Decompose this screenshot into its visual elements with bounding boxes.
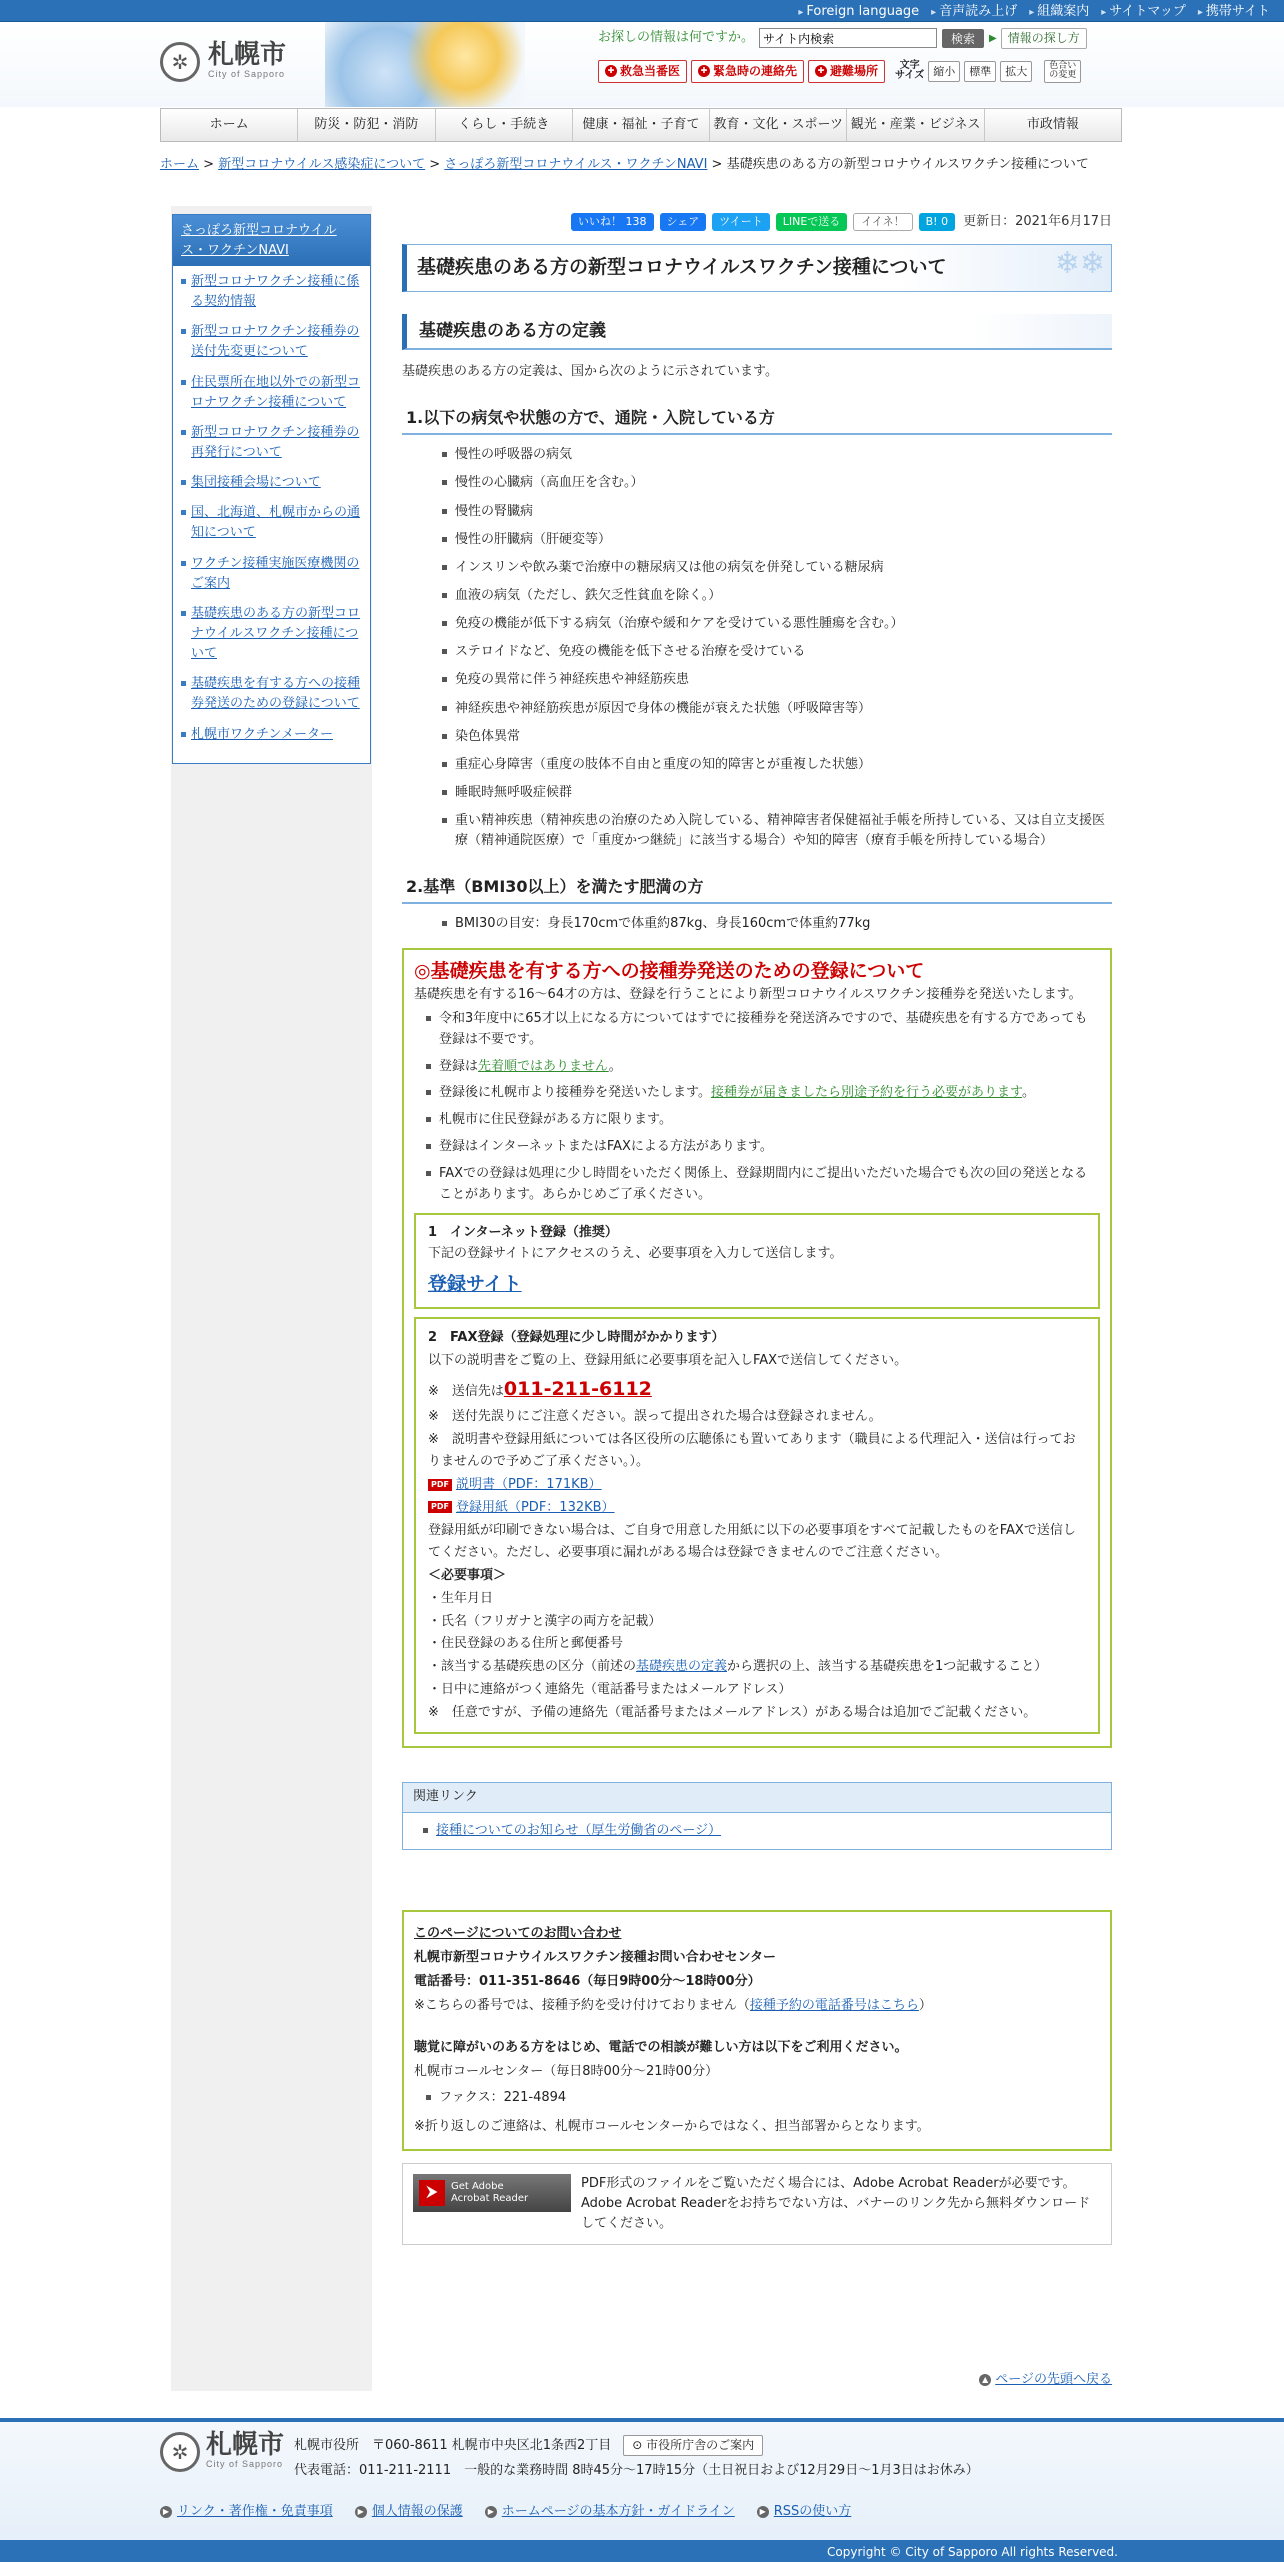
list-item: 令和3年度中に65才以上になる方についてはすでに接種券を発送済みですので、基礎疾患を有する方であっても登録は不要です。 — [426, 1009, 1100, 1051]
font-small-button[interactable]: 縮小 — [928, 61, 960, 82]
list-item: 重い精神疾患（精神疾患の治療のため入院している、精神障害者保健福祉手帳を所持している、又は自立支援医療（精神通院医療）で「重度かつ継続」に該当する場合）や知的障害（療育手帳を所持している場合） — [442, 811, 1112, 851]
list-item — [423, 1821, 1091, 1841]
reservation-phone-link[interactable]: 接種予約の電話番号はこちら — [749, 1997, 919, 2013]
definition-intro: 基礎疾患のある方の定義は、国から次のように示されています。 — [402, 364, 778, 380]
list-item: ファクス：221-4894 — [426, 2088, 1100, 2109]
emergency-doctor-button[interactable] — [598, 60, 687, 83]
inquiry-title: このページについてのお問い合わせ — [414, 1925, 622, 1941]
emergency-contact-button[interactable] — [691, 60, 804, 83]
sidebar-item — [181, 725, 364, 745]
inquiry-center: 札幌市新型コロナウイルスワクチン接種お問い合わせセンター — [414, 1949, 777, 1965]
sidebar-link[interactable]: 集団接種会場について — [191, 475, 321, 491]
logo-name: 札幌市 — [208, 40, 287, 71]
adobe-box — [402, 2163, 1112, 2245]
tweet-button[interactable]: ツイート — [712, 213, 769, 231]
list-item — [426, 1083, 1100, 1104]
adobe-pdf-icon: ⮞ — [419, 2180, 445, 2206]
header-image — [325, 22, 525, 107]
font-large-button[interactable]: 拡大 — [1000, 61, 1032, 82]
list-item: 札幌市に住民登録がある方に限ります。 — [426, 1110, 1100, 1131]
note-text: 。 — [1021, 1085, 1035, 1101]
sidebar-title — [173, 215, 370, 266]
sidebar-link[interactable]: 新型コロナワクチン接種に係る契約情報 — [191, 274, 360, 310]
footer-tel: 代表電話：011-211-2111 一般的な業務時間 8時45分～17時15分（土日祝日および12月29日～1月3日はお休み） — [294, 2462, 979, 2478]
highlight-text: 先着順ではありません — [478, 1058, 609, 1074]
spacer — [414, 2018, 1100, 2036]
internet-registration-title: 1 インターネット登録（推奨） — [428, 1225, 618, 1241]
breadcrumb-current: 基礎疾患のある方の新型コロナウイルスワクチン接種について — [726, 157, 1089, 172]
internet-registration-box — [414, 1213, 1100, 1309]
related-links-title: 関連リンク — [403, 1783, 1111, 1812]
list-item: 免疫の機能が低下する病気（治療や緩和ケアを受けている悪性腫瘍を含む。） — [442, 614, 1112, 634]
sidebar-link[interactable]: 住民票所在地以外での新型コロナワクチン接種について — [191, 374, 361, 410]
mhlw-link[interactable]: 接種についてのお知らせ（厚生労働省のページ） — [436, 1822, 722, 1838]
adobe-reader-banner[interactable] — [413, 2174, 571, 2212]
fax-destination-label: ※ 送信先は — [428, 1383, 504, 1399]
adobe-badge-line2: Acrobat Reader — [451, 2192, 529, 2204]
footer-link[interactable]: ホームページの基本方針・ガイドライン — [501, 2504, 735, 2519]
list-item: BMI30の目安：身長170cmで体重約87kg、身長160cmで体重約77kg — [442, 914, 1112, 934]
definition-heading: 基礎疾患のある方の定義 — [402, 314, 1112, 350]
footer-links — [160, 2502, 851, 2522]
list-item: インスリンや飲み薬で治療中の糖尿病又は他の病気を併発している糖尿病 — [442, 558, 1112, 578]
breadcrumb-covid[interactable]: 新型コロナウイルス感染症について — [218, 157, 426, 172]
sidebar-item — [181, 554, 364, 594]
section2-heading: 2.基準（BMI30以上）を満たす肥満の方 — [402, 873, 1112, 904]
triangle-icon: ▶ — [989, 32, 997, 44]
list-item: 慢性の呼吸器の病気 — [442, 445, 1112, 465]
page-top-link[interactable] — [979, 2370, 1112, 2390]
nav-safety[interactable]: 防災・防犯・消防 — [298, 109, 435, 141]
arrow-up-icon: ▲ — [979, 2374, 991, 2386]
sidebar-link[interactable]: ワクチン接種実施医療機関のご案内 — [191, 555, 360, 591]
list-item: 染色体異常 — [442, 727, 1112, 747]
logo-sub: City of Sapporo — [208, 69, 286, 80]
mixi-check-button[interactable]: イイネ！ — [853, 213, 912, 231]
foreign-language-link[interactable]: ▸ Foreign language — [798, 2, 919, 22]
sidebar-link[interactable]: 基礎疾患のある方の新型コロナウイルスワクチン接種について — [191, 605, 361, 662]
footer-link-item — [757, 2502, 852, 2522]
list-item: 慢性の肝臓病（肝硬変等） — [442, 530, 1112, 550]
sidebar-item — [181, 473, 364, 493]
top-links — [798, 2, 1270, 22]
find-info-label: 情報の探し方 — [1001, 28, 1087, 49]
sidebar-list — [173, 266, 370, 763]
required-item: ・氏名（フリガナと漢字の両方を記載） — [428, 1613, 662, 1629]
search-input[interactable] — [759, 28, 937, 48]
inquiry-note — [414, 1994, 1100, 2018]
main-content — [402, 212, 1112, 2245]
facebook-like-button[interactable]: いいね！ 138 — [571, 213, 654, 231]
sidebar-item — [181, 604, 364, 664]
highlight-text: 接種券が届きましたら別途予約を行う必要があります — [710, 1085, 1022, 1101]
updated-date: 更新日：2021年6月17日 — [963, 213, 1112, 229]
emergency-contact-label: 緊急時の連絡先 — [713, 64, 798, 79]
facebook-share-button[interactable]: シェア — [660, 213, 707, 231]
font-normal-button[interactable]: 標準 — [964, 61, 996, 82]
sidebar-item — [181, 423, 364, 463]
evacuation-button[interactable] — [808, 60, 885, 83]
office-map-button[interactable]: ⊙ 市役所庁舎のご案内 — [623, 2435, 763, 2456]
emergency-icon: ✚ — [815, 65, 827, 77]
section1-heading: 1.以下の病気や状態の方で、通院・入院している方 — [402, 404, 1112, 435]
breadcrumb-vaccine-navi[interactable]: さっぽろ新型コロナウイルス・ワクチンNAVI — [444, 157, 708, 172]
required-item-text: から選択の上、該当する基礎疾患を1つ記載すること） — [727, 1659, 1048, 1675]
required-item-text: ・該当する基礎疾患の区分（前述の — [428, 1659, 637, 1675]
find-info-link[interactable] — [989, 28, 1087, 49]
search-question: お探しの情報は何ですか。 — [598, 30, 755, 46]
page-title — [402, 244, 1112, 292]
sidebar-link[interactable]: 新型コロナワクチン接種券の再発行について — [191, 424, 360, 460]
sidebar-box — [172, 214, 371, 764]
fax-note-1: ※ 送付先誤りにご注意ください。誤って提出された場合は登録されません。 — [428, 1408, 882, 1424]
nav-tourism[interactable]: 観光・産業・ビジネス — [847, 109, 984, 141]
sidebar-item — [181, 503, 364, 543]
related-links — [402, 1782, 1112, 1849]
evacuation-label: 避難場所 — [830, 64, 879, 79]
note-text: 登録は — [439, 1058, 479, 1074]
required-items-title: ＜必要事項＞ — [428, 1568, 507, 1584]
fax-registration-title: 2 FAX登録（登録処理に少し時間がかかります） — [428, 1330, 725, 1346]
condition-list — [402, 445, 1112, 851]
internet-registration-text: 下記の登録サイトにアクセスのうえ、必要事項を入力して送信します。 — [428, 1245, 843, 1261]
pdf-row — [428, 1474, 1086, 1497]
footer-logo-sub: City of Sapporo — [206, 2459, 284, 2470]
registration-notes — [414, 1009, 1100, 1205]
office-map-label: 市役所庁舎のご案内 — [646, 2438, 755, 2452]
breadcrumb: ホーム > 新型コロナウイルス感染症について > さっぽろ新型コロナウイルス・ワクチンNAVI > 基礎疾患のある方の新型コロナウイルスワクチン接種について — [160, 157, 1089, 172]
required-item: ・住民登録のある住所と郵便番号 — [428, 1636, 624, 1652]
organization-link[interactable]: ▸ 組織案内 — [1029, 2, 1089, 22]
city-seal-icon: ✲ — [160, 42, 200, 82]
pdf-icon: PDF — [428, 1501, 452, 1513]
fax-registration-text: 以下の説明書をご覧の上、登録用紙に必要事項を記入しFAXで送信してください。 — [428, 1352, 908, 1368]
sidebar — [171, 206, 372, 2391]
arrow-right-icon: ▶ — [485, 2506, 497, 2518]
sidebar-link[interactable]: 新型コロナワクチン接種券の送付先変更について — [191, 324, 360, 360]
list-item — [426, 1057, 1100, 1078]
line-button[interactable]: LINEで送る — [776, 213, 848, 231]
sidebar-item — [181, 322, 364, 362]
list-item: 登録はインターネットまたはFAXによる方法があります。 — [426, 1137, 1100, 1158]
manual-pdf-link[interactable]: 説明書（PDF：171KB） — [455, 1477, 602, 1493]
city-seal-icon: ✲ — [160, 2432, 200, 2472]
emergency-row — [598, 60, 1081, 83]
registration-box — [402, 948, 1112, 1748]
required-item — [428, 1656, 1086, 1679]
sidebar-item — [181, 272, 364, 312]
fax-list — [414, 2088, 1100, 2109]
pdf-icon: PDF — [428, 1479, 452, 1491]
form-pdf-link[interactable]: 登録用紙（PDF：132KB） — [455, 1499, 615, 1515]
list-item: ステロイドなど、免疫の機能を低下させる治療を受けている — [442, 642, 1112, 662]
bmi-list — [402, 914, 1112, 934]
adobe-badge-line1: Get Adobe — [451, 2180, 504, 2192]
site-logo[interactable] — [160, 42, 286, 82]
footer-link-item — [160, 2502, 333, 2522]
footer-address: 札幌市役所 〒060-8611 札幌市中央区北1条西2丁目 — [294, 2438, 612, 2453]
search-row — [598, 28, 1087, 49]
inquiry-phone: 電話番号：011-351-8646（毎日9時00分～18時00分） — [414, 1973, 761, 1989]
list-item: 血液の病気（ただし、鉄欠乏性貧血を除く。） — [442, 586, 1112, 606]
voice-reading-link[interactable]: ▸ 音声読み上げ — [931, 2, 1017, 22]
sidebar-link[interactable]: 基礎疾患を有する方への接種券発送のための登録について — [191, 676, 361, 712]
sitemap-link[interactable]: ▸ サイトマップ — [1101, 2, 1186, 22]
footer-link-item — [355, 2502, 463, 2522]
inquiry-box — [402, 1910, 1112, 2151]
mobile-site-link[interactable]: ▸ 携帯サイト — [1198, 2, 1270, 22]
list-item: 慢性の心臓病（高血圧を含む。） — [442, 473, 1112, 493]
list-item: 神経疾患や神経筋疾患が原因で身体の機能が衰えた状態（呼吸障害等） — [442, 699, 1112, 719]
list-item: 睡眠時無呼吸症候群 — [442, 783, 1112, 803]
global-nav — [160, 108, 1122, 142]
hatena-bookmark-button[interactable]: B! 0 — [919, 213, 955, 231]
list-item: 重症心身障害（重度の肢体不自由と重度の知的障害とが重複した状態） — [442, 755, 1112, 775]
footer-info — [294, 2434, 979, 2483]
page-top-label[interactable]: ページの先頭へ戻る — [995, 2372, 1112, 2387]
sidebar-title-link[interactable]: さっぽろ新型コロナウイルス・ワクチンNAVI — [181, 223, 337, 258]
required-item: ※ 任意ですが、予備の連絡先（電話番号またはメールアドレス）がある場合は追加でご記載ください。 — [428, 1704, 1037, 1720]
sidebar-link[interactable]: 国、北海道、札幌市からの通知について — [191, 505, 361, 541]
note-text: 登録後に札幌市より接種券を発送いたします。 — [439, 1085, 711, 1101]
nav-home[interactable]: ホーム — [161, 109, 298, 141]
hearing-note: 聴覚に障がいのある方をはじめ、電話での相談が難しい方は以下をご利用ください。 — [414, 2039, 908, 2055]
list-item: 慢性の腎臓病 — [442, 502, 1112, 522]
nav-education[interactable]: 教育・文化・スポーツ — [710, 109, 847, 141]
footer-link[interactable]: 個人情報の保護 — [371, 2504, 463, 2519]
list-item: 免疫の異常に伴う神経疾患や神経筋疾患 — [442, 670, 1112, 690]
inquiry-note-text: ※こちらの番号では、接種予約を受け付けておりません（ — [414, 1997, 750, 2013]
reply-note: ※折り返しのご連絡は、札幌市コールセンターからではなく、担当部署からとなります。 — [414, 2118, 930, 2134]
fax-destination — [428, 1373, 1086, 1406]
definition-anchor-link[interactable]: 基礎疾患の定義 — [636, 1659, 728, 1675]
emergency-icon: ✚ — [605, 65, 617, 77]
sidebar-link[interactable]: 札幌市ワクチンメーター — [191, 726, 333, 742]
pdf-row — [428, 1497, 1086, 1520]
fax-note-2: ※ 説明書や登録用紙については各区役所の広聴係にも置いてあります（職員による代理記入・送信は行っておりませんので予めご了承ください。）。 — [428, 1431, 1076, 1470]
emergency-doctor-label: 救急当番医 — [620, 64, 681, 79]
nav-city-info[interactable]: 市政情報 — [1026, 116, 1079, 132]
footer-link[interactable]: RSSの使い方 — [773, 2504, 852, 2519]
sidebar-item — [181, 674, 364, 714]
adobe-text: PDF形式のファイルをご覧いただく場合には、Adobe Acrobat Readerが必要です。Adobe Acrobat Readerをお持ちでない方は、バナーのリンク先から無料ダウンロードしてください。 — [581, 2175, 1091, 2232]
arrow-right-icon: ▶ — [757, 2506, 769, 2518]
color-change-button[interactable]: 色合い の変更 — [1044, 60, 1081, 83]
registration-title: ◎基礎疾患を有する方への接種券発送のための登録について — [414, 960, 925, 983]
font-size-label: 文字 サイズ — [895, 59, 925, 82]
footer — [0, 2418, 1284, 2562]
copyright: Copyright © City of Sapporo All rights Reserved. — [0, 2540, 1284, 2562]
snowflake-icon: ❄❄ — [1054, 246, 1105, 281]
footer-logo[interactable] — [160, 2432, 284, 2472]
required-item: ・生年月日 — [428, 1590, 494, 1606]
fax-registration-box — [414, 1317, 1100, 1734]
fax-alternative: 登録用紙が印刷できない場合は、ご自身で用意した用紙に以下の必要事項をすべて記載したものをFAXで送信してください。ただし、必要事項に漏れがある場合は登録できませんのでご注意ください。 — [428, 1522, 1076, 1561]
breadcrumb-home[interactable]: ホーム — [160, 157, 200, 172]
call-center: 札幌市コールセンター（毎日8時00分～21時00分） — [414, 2063, 719, 2079]
fax-number: 011-211-6112 — [503, 1377, 652, 1400]
arrow-right-icon: ▶ — [160, 2506, 172, 2518]
footer-link-item — [485, 2502, 735, 2522]
header — [0, 22, 1284, 107]
footer-logo-name: 札幌市 — [206, 2430, 285, 2461]
registration-site-link[interactable]: 登録サイト — [428, 1272, 522, 1295]
search-button[interactable]: 検索 — [942, 29, 984, 48]
note-text: 。 — [608, 1058, 622, 1074]
list-item: FAXでの登録は処理に少し時間をいただく関係上、登録期間内にご提出いただいた場合でも次の回の発送となることがあります。あらかじめご了承ください。 — [426, 1164, 1100, 1206]
required-item: ・日中に連絡がつく連絡先（電話番号またはメールアドレス） — [428, 1681, 792, 1697]
nav-health[interactable]: 健康・福祉・子育て — [573, 109, 710, 141]
share-bar — [402, 212, 1112, 232]
footer-link[interactable]: リンク・著作権・免責事項 — [177, 2504, 333, 2519]
page-title-text: 基礎疾患のある方の新型コロナウイルスワクチン接種について — [417, 256, 947, 278]
nav-living[interactable]: くらし・手続き — [436, 109, 573, 141]
arrow-right-icon: ▶ — [355, 2506, 367, 2518]
related-links-list — [403, 1813, 1111, 1849]
inquiry-note-text: ） — [918, 1997, 932, 2013]
emergency-icon: ✚ — [698, 65, 710, 77]
sidebar-item — [181, 373, 364, 413]
registration-intro: 基礎疾患を有する16～64才の方は、登録を行うことにより新型コロナウイルスワクチン接種券を発送いたします。 — [414, 986, 1082, 1002]
